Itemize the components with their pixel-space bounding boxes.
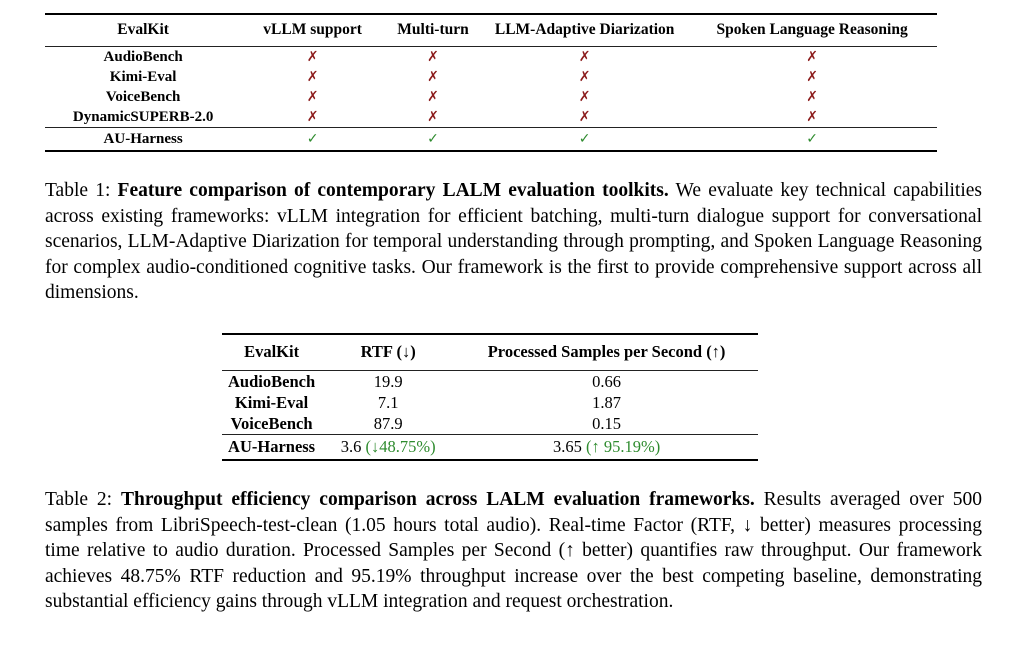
evalkit-name: AudioBench (103, 48, 183, 65)
feature-col-header: EvalKit (45, 14, 241, 47)
table-row (222, 435, 758, 461)
cross-icon: ✗ (306, 108, 319, 125)
cross-icon: ✗ (578, 88, 591, 105)
improvement-delta: (↑ 95.19%) (585, 437, 661, 456)
metric-value: 87.9 (373, 413, 403, 433)
feature-col-header: Spoken Language Reasoning (687, 14, 937, 47)
feature-support-cell (687, 47, 937, 68)
feature-support-cell (384, 67, 482, 87)
feature-comparison-table (45, 13, 937, 152)
rtf-value-cell (321, 371, 455, 393)
cross-icon: ✗ (306, 48, 319, 65)
cross-icon: ✗ (578, 48, 591, 65)
metric-value: 3.65 (552, 437, 582, 456)
throughput-table-header-row (222, 334, 758, 371)
table2-caption-label: Table 2: (45, 489, 121, 510)
table-row (222, 371, 758, 393)
cross-icon: ✗ (427, 48, 439, 65)
metric-value: 7.1 (377, 392, 399, 412)
sps-value-cell (455, 371, 758, 393)
sps-value-cell (455, 413, 758, 435)
feature-table-header-row (45, 14, 937, 47)
metric-value: 0.15 (592, 413, 622, 433)
table-row (45, 87, 937, 107)
table-row (45, 128, 937, 152)
evalkit-name: AudioBench (228, 371, 316, 391)
check-icon: ✓ (427, 130, 439, 147)
throughput-comparison-table (222, 333, 758, 461)
table1-caption (45, 178, 982, 306)
feature-support-cell (384, 128, 482, 152)
feature-support-cell (241, 128, 384, 152)
feature-support-cell (482, 128, 687, 152)
feature-support-cell (482, 107, 687, 128)
feature-support-cell (384, 47, 482, 68)
throughput-col-header: RTF (↓) (321, 334, 455, 371)
sps-value-cell (455, 392, 758, 413)
cross-icon: ✗ (578, 68, 591, 85)
evalkit-name: DynamicSUPERB-2.0 (72, 108, 214, 125)
evalkit-name: VoiceBench (230, 413, 313, 433)
metric-value: 1.87 (592, 392, 622, 412)
check-icon: ✓ (578, 130, 591, 147)
feature-col-header: vLLM support (241, 14, 384, 47)
check-icon: ✓ (306, 130, 319, 147)
evalkit-name: Kimi-Eval (234, 392, 309, 412)
cross-icon: ✗ (578, 108, 591, 125)
throughput-col-header: Processed Samples per Second (↑) (455, 334, 758, 371)
table-row (45, 67, 937, 87)
feature-support-cell (482, 87, 687, 107)
table-row (45, 47, 937, 68)
cross-icon: ✗ (806, 48, 818, 65)
cross-icon: ✗ (306, 68, 319, 85)
cross-icon: ✗ (427, 108, 439, 125)
table-row (222, 413, 758, 435)
table2-caption-title: Throughput efficiency comparison across LALM evaluation frameworks. (120, 489, 755, 510)
feature-support-cell (384, 87, 482, 107)
feature-support-cell (241, 107, 384, 128)
rtf-value-cell (321, 435, 455, 461)
feature-support-cell (687, 128, 937, 152)
feature-support-cell (384, 107, 482, 128)
evalkit-name: VoiceBench (105, 88, 181, 105)
feature-support-cell (687, 107, 937, 128)
improvement-delta: (↓48.75%) (365, 437, 436, 456)
evalkit-name: AU-Harness (222, 435, 321, 461)
feature-support-cell (241, 87, 384, 107)
cross-icon: ✗ (806, 68, 818, 85)
evalkit-name: AU-Harness (45, 128, 241, 152)
feature-support-cell (687, 87, 937, 107)
feature-support-cell (482, 47, 687, 68)
cross-icon: ✗ (806, 88, 818, 105)
table1-caption-title: Feature comparison of contemporary LALM evaluation toolkits. (117, 180, 669, 201)
table1-caption-label: Table 1: (45, 180, 118, 201)
cross-icon: ✗ (427, 68, 439, 85)
table2-caption-body: Results averaged over 500 samples from LibriSpeech-test-clean (1.05 hours total audio). Real-time Factor (RTF, ↓ better) measures processing time relative to audio duration. Processed Samples per Second (↑ better) quantifies raw throughput. Our framework achieves 48.75% RTF reduction and 95.19% throughput increase over the best competing baseline, demonstrating substantial efficiency gains through vLLM integration and request orchestration. (45, 489, 982, 612)
cross-icon: ✗ (306, 88, 319, 105)
table2-caption (45, 487, 982, 615)
metric-value: 0.66 (592, 371, 622, 391)
table-row (45, 107, 937, 128)
feature-support-cell (241, 67, 384, 87)
throughput-col-header: EvalKit (222, 334, 321, 371)
evalkit-name: Kimi-Eval (109, 68, 177, 85)
metric-value: 19.9 (373, 371, 403, 391)
metric-value: 3.6 (340, 437, 362, 456)
feature-support-cell (687, 67, 937, 87)
sps-value-cell (455, 435, 758, 461)
cross-icon: ✗ (806, 108, 818, 125)
feature-col-header: Multi-turn (384, 14, 482, 47)
rtf-value-cell (321, 413, 455, 435)
feature-support-cell (241, 47, 384, 68)
table1-caption-body: We evaluate key technical capabilities across existing frameworks: vLLM integration for efficient batching, multi-turn dialogue support for conversational scenarios, LLM-Adaptive Diarization for temporal understanding through prompting, and Spoken Language Reasoning for complex audio-conditioned cognitive tasks. Our framework is the first to provide comprehensive support across all dimensions. (45, 180, 982, 303)
feature-support-cell (482, 67, 687, 87)
feature-col-header: LLM-Adaptive Diarization (482, 14, 687, 47)
rtf-value-cell (321, 392, 455, 413)
check-icon: ✓ (806, 130, 818, 147)
cross-icon: ✗ (427, 88, 439, 105)
table-row (222, 392, 758, 413)
